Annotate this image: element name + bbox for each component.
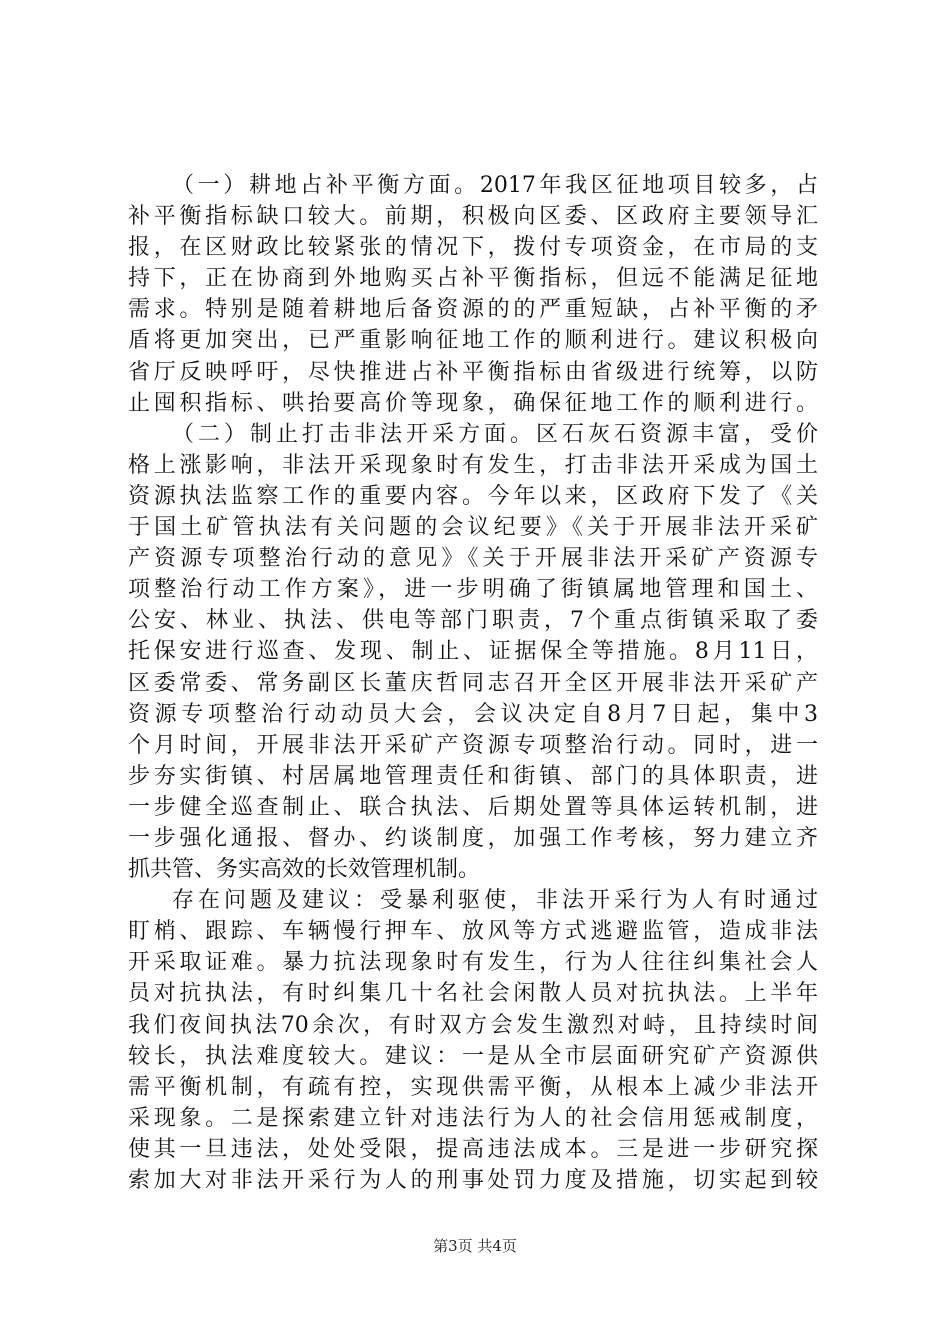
text-line: 公安、林业、执法、供电等部门职责，7个重点街镇采取了委: [128, 608, 818, 634]
text-line: 采现象。二是探索建立针对违法行为人的社会信用惩戒制度，: [128, 1105, 818, 1131]
text-line: 盯梢、跟踪、车辆慢行押车、放风等方式逃避监管，造成非法: [128, 919, 818, 945]
text-line: 报，在区财政比较紧张的情况下，拨付专项资金，在市局的支: [128, 235, 818, 261]
text-line: 项整治行动工作方案》，进一步明确了街镇属地管理和国土、: [128, 577, 818, 603]
body-text: [128, 170, 818, 1196]
text-line: 开采取证难。暴力抗法现象时有发生，行为人往往纠集社会人: [128, 950, 818, 976]
text-line: 区委常委、常务副区长董庆哲同志召开全区开展非法开采矿产: [128, 670, 818, 696]
text-line: 产资源专项整治行动的意见》《关于开展非法开采矿产资源专: [128, 546, 818, 572]
text-line: 托保安进行巡查、发现、制止、证据保全等措施。8月11日，: [128, 639, 818, 665]
text-line: 一步强化通报、督办、约谈制度，加强工作考核，努力建立齐: [128, 825, 818, 851]
text-line: 员对抗执法，有时纠集几十名社会闲散人员对抗执法。上半年: [128, 981, 818, 1007]
paragraph-illegal-mining: [128, 419, 818, 885]
text-line: 于国土矿管执法有关问题的会议纪要》《关于开展非法开采矿: [128, 515, 818, 541]
text-line: 格上涨影响，非法开采现象时有发生，打击非法开采成为国土: [128, 452, 818, 478]
text-line: 持下，正在协商到外地购买占补平衡指标，但远不能满足征地: [128, 266, 818, 292]
text-line: 使其一旦违法，处处受限，提高违法成本。三是进一步研究探: [128, 1136, 818, 1162]
text-line: 资源执法监察工作的重要内容。今年以来，区政府下发了《关: [128, 483, 818, 509]
text-line: 索加大对非法开采行为人的刑事处罚力度及措施，切实起到较: [128, 1168, 818, 1193]
text-line: 资源专项整治行动动员大会，会议决定自8月7日起，集中3: [128, 701, 818, 727]
text-line: 较长，执法难度较大。建议：一是从全市层面研究矿产资源供: [128, 1043, 818, 1069]
text-line: （一）耕地占补平衡方面。2017年我区征地项目较多，占: [172, 173, 818, 198]
text-line: 止囤积指标、哄抬要高价等现象，确保征地工作的顺利进行。: [128, 390, 818, 416]
text-line: 一步健全巡查制止、联合执法、后期处置等具体运转机制，进: [128, 794, 818, 820]
text-line: 需平衡机制，有疏有控，实现供需平衡，从根本上减少非法开: [128, 1074, 818, 1100]
paragraph-problems-suggestions: [128, 885, 818, 1196]
text-line: 补平衡指标缺口较大。前期，积极向区委、区政府主要领导汇: [128, 204, 818, 230]
text-line: 存在问题及建议：受暴利驱使，非法开采行为人有时通过: [172, 888, 818, 914]
text-line: 抓共管、务实高效的长效管理机制。: [128, 857, 481, 883]
text-line: 盾将更加突出，已严重影响征地工作的顺利进行。建议积极向: [128, 328, 818, 354]
paragraph-farmland-balance: [128, 170, 818, 419]
text-line: 省厅反映呼吁，尽快推进占补平衡指标由省级进行统筹，以防: [128, 359, 818, 385]
text-line: 我们夜间执法70余次，有时双方会发生激烈对峙，且持续时间: [128, 1012, 818, 1038]
text-line: 个月时间，开展非法开采矿产资源专项整治行动。同时，进一: [128, 732, 818, 758]
page-footer: 第3页 共4页: [433, 1237, 517, 1255]
text-line: 步夯实街镇、村居属地管理责任和街镇、部门的具体职责，进: [128, 763, 818, 789]
text-line: 需求。特别是随着耕地后备资源的的严重短缺，占补平衡的矛: [128, 297, 818, 323]
text-line: （二）制止打击非法开采方面。区石灰石资源丰富，受价: [172, 421, 818, 447]
